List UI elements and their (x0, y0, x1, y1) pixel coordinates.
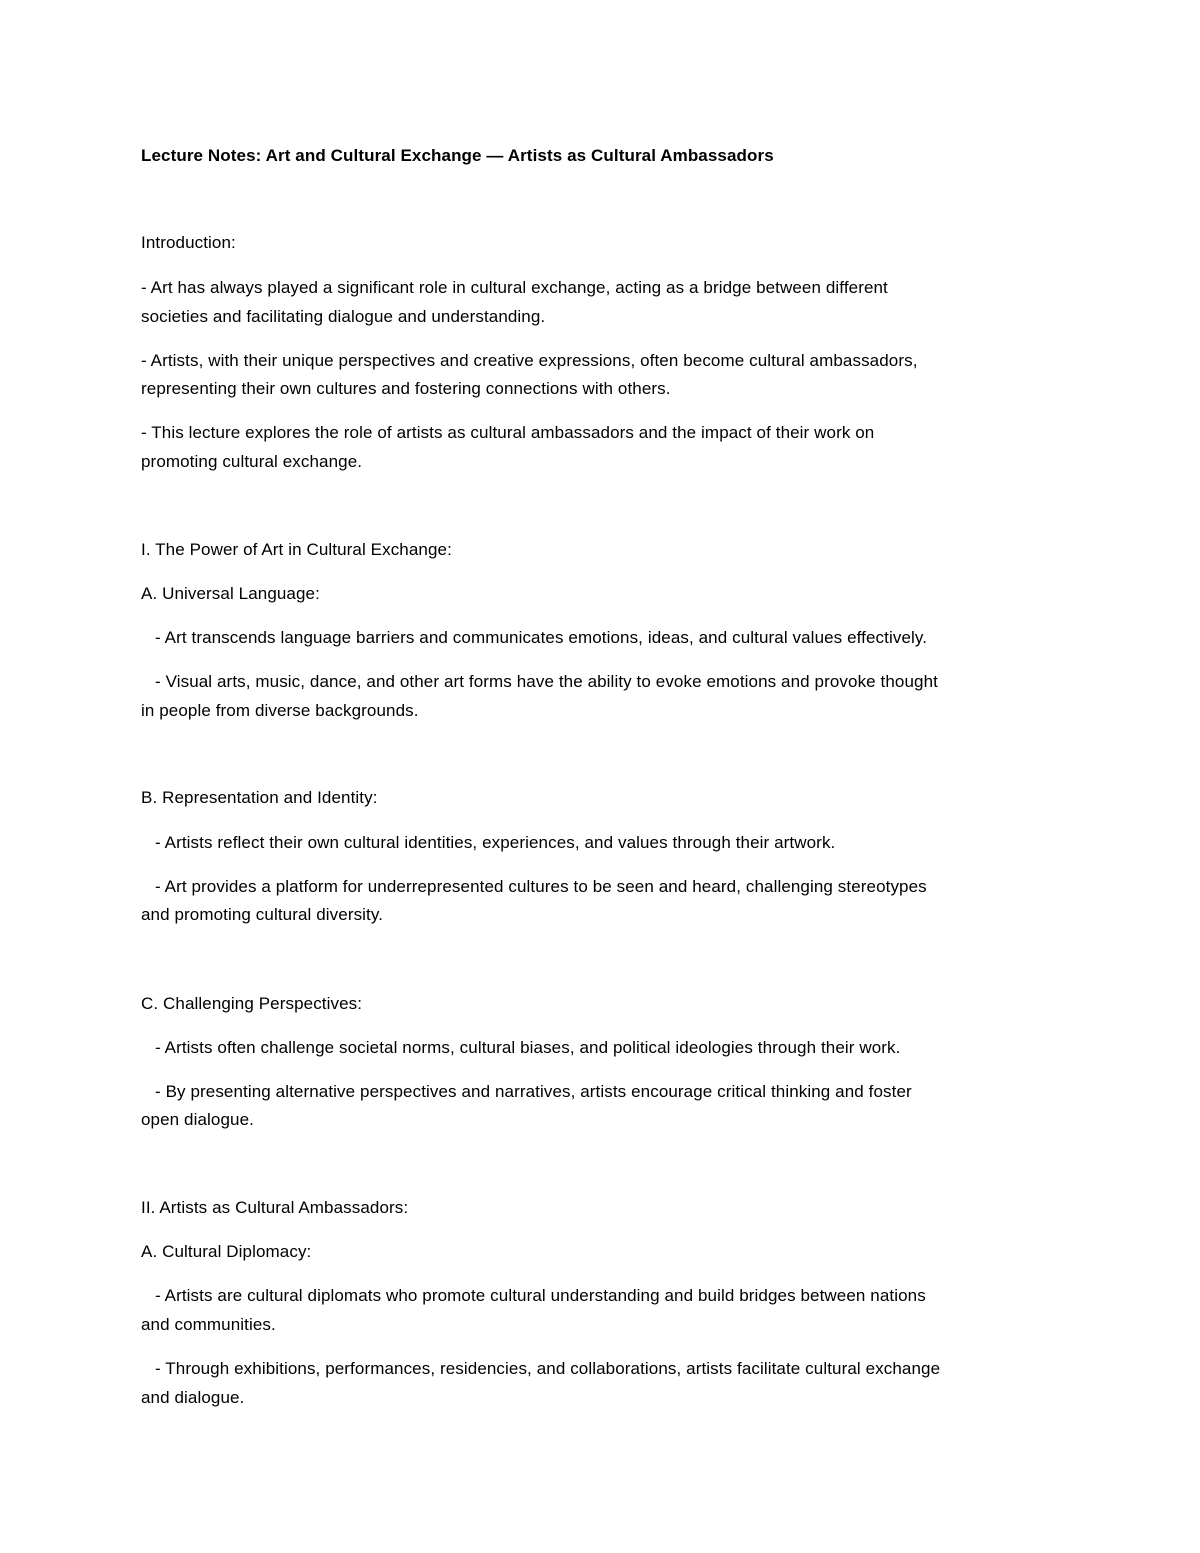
section-heading-ii: II. Artists as Cultural Ambassadors: (141, 1198, 409, 1217)
section-heading-i: I. The Power of Art in Cultural Exchange: (141, 540, 452, 559)
paragraph-line: - Artists, with their unique perspectives and creative expressions, often become cultural ambassadors, (141, 351, 918, 370)
paragraph-line: - Artists reflect their own cultural identities, experiences, and values through their artwork. (155, 833, 836, 852)
paragraph-line: - This lecture explores the role of artists as cultural ambassadors and the impact of their work on (141, 423, 875, 442)
paragraph-line: - By presenting alternative perspectives and narratives, artists encourage critical thinking and foster (155, 1082, 912, 1101)
paragraph-line: - Art has always played a significant role in cultural exchange, acting as a bridge between different (141, 278, 888, 297)
paragraph-line: societies and facilitating dialogue and understanding. (141, 307, 546, 326)
document-title: Lecture Notes: Art and Cultural Exchange — Artists as Cultural Ambassadors (141, 146, 774, 165)
paragraph-line: - Artists are cultural diplomats who promote cultural understanding and build bridges between nations (155, 1286, 926, 1305)
paragraph-line: and communities. (141, 1315, 276, 1334)
paragraph-line: - Artists often challenge societal norms, cultural biases, and political ideologies through their work. (155, 1038, 901, 1057)
paragraph-line: - Art provides a platform for underrepresented cultures to be seen and heard, challenging stereotypes (155, 877, 927, 896)
paragraph-line: and dialogue. (141, 1388, 245, 1407)
paragraph-line: promoting cultural exchange. (141, 452, 363, 471)
subsection-heading-b: B. Representation and Identity: (141, 788, 378, 807)
paragraph-line: in people from diverse backgrounds. (141, 701, 419, 720)
paragraph-line: - Through exhibitions, performances, residencies, and collaborations, artists facilitate cultural exchange (155, 1359, 941, 1378)
paragraph-line: representing their own cultures and fostering connections with others. (141, 379, 671, 398)
paragraph-line: and promoting cultural diversity. (141, 905, 384, 924)
subsection-heading-c: C. Challenging Perspectives: (141, 994, 363, 1013)
subsection-heading-a: A. Universal Language: (141, 584, 320, 603)
paragraph-line: open dialogue. (141, 1110, 254, 1129)
paragraph-line: - Visual arts, music, dance, and other art forms have the ability to evoke emotions and provoke thought (155, 672, 938, 691)
section-heading-introduction: Introduction: (141, 233, 236, 252)
paragraph-line: - Art transcends language barriers and communicates emotions, ideas, and cultural values effectively. (155, 628, 928, 647)
subsection-heading-a: A. Cultural Diplomacy: (141, 1242, 312, 1261)
